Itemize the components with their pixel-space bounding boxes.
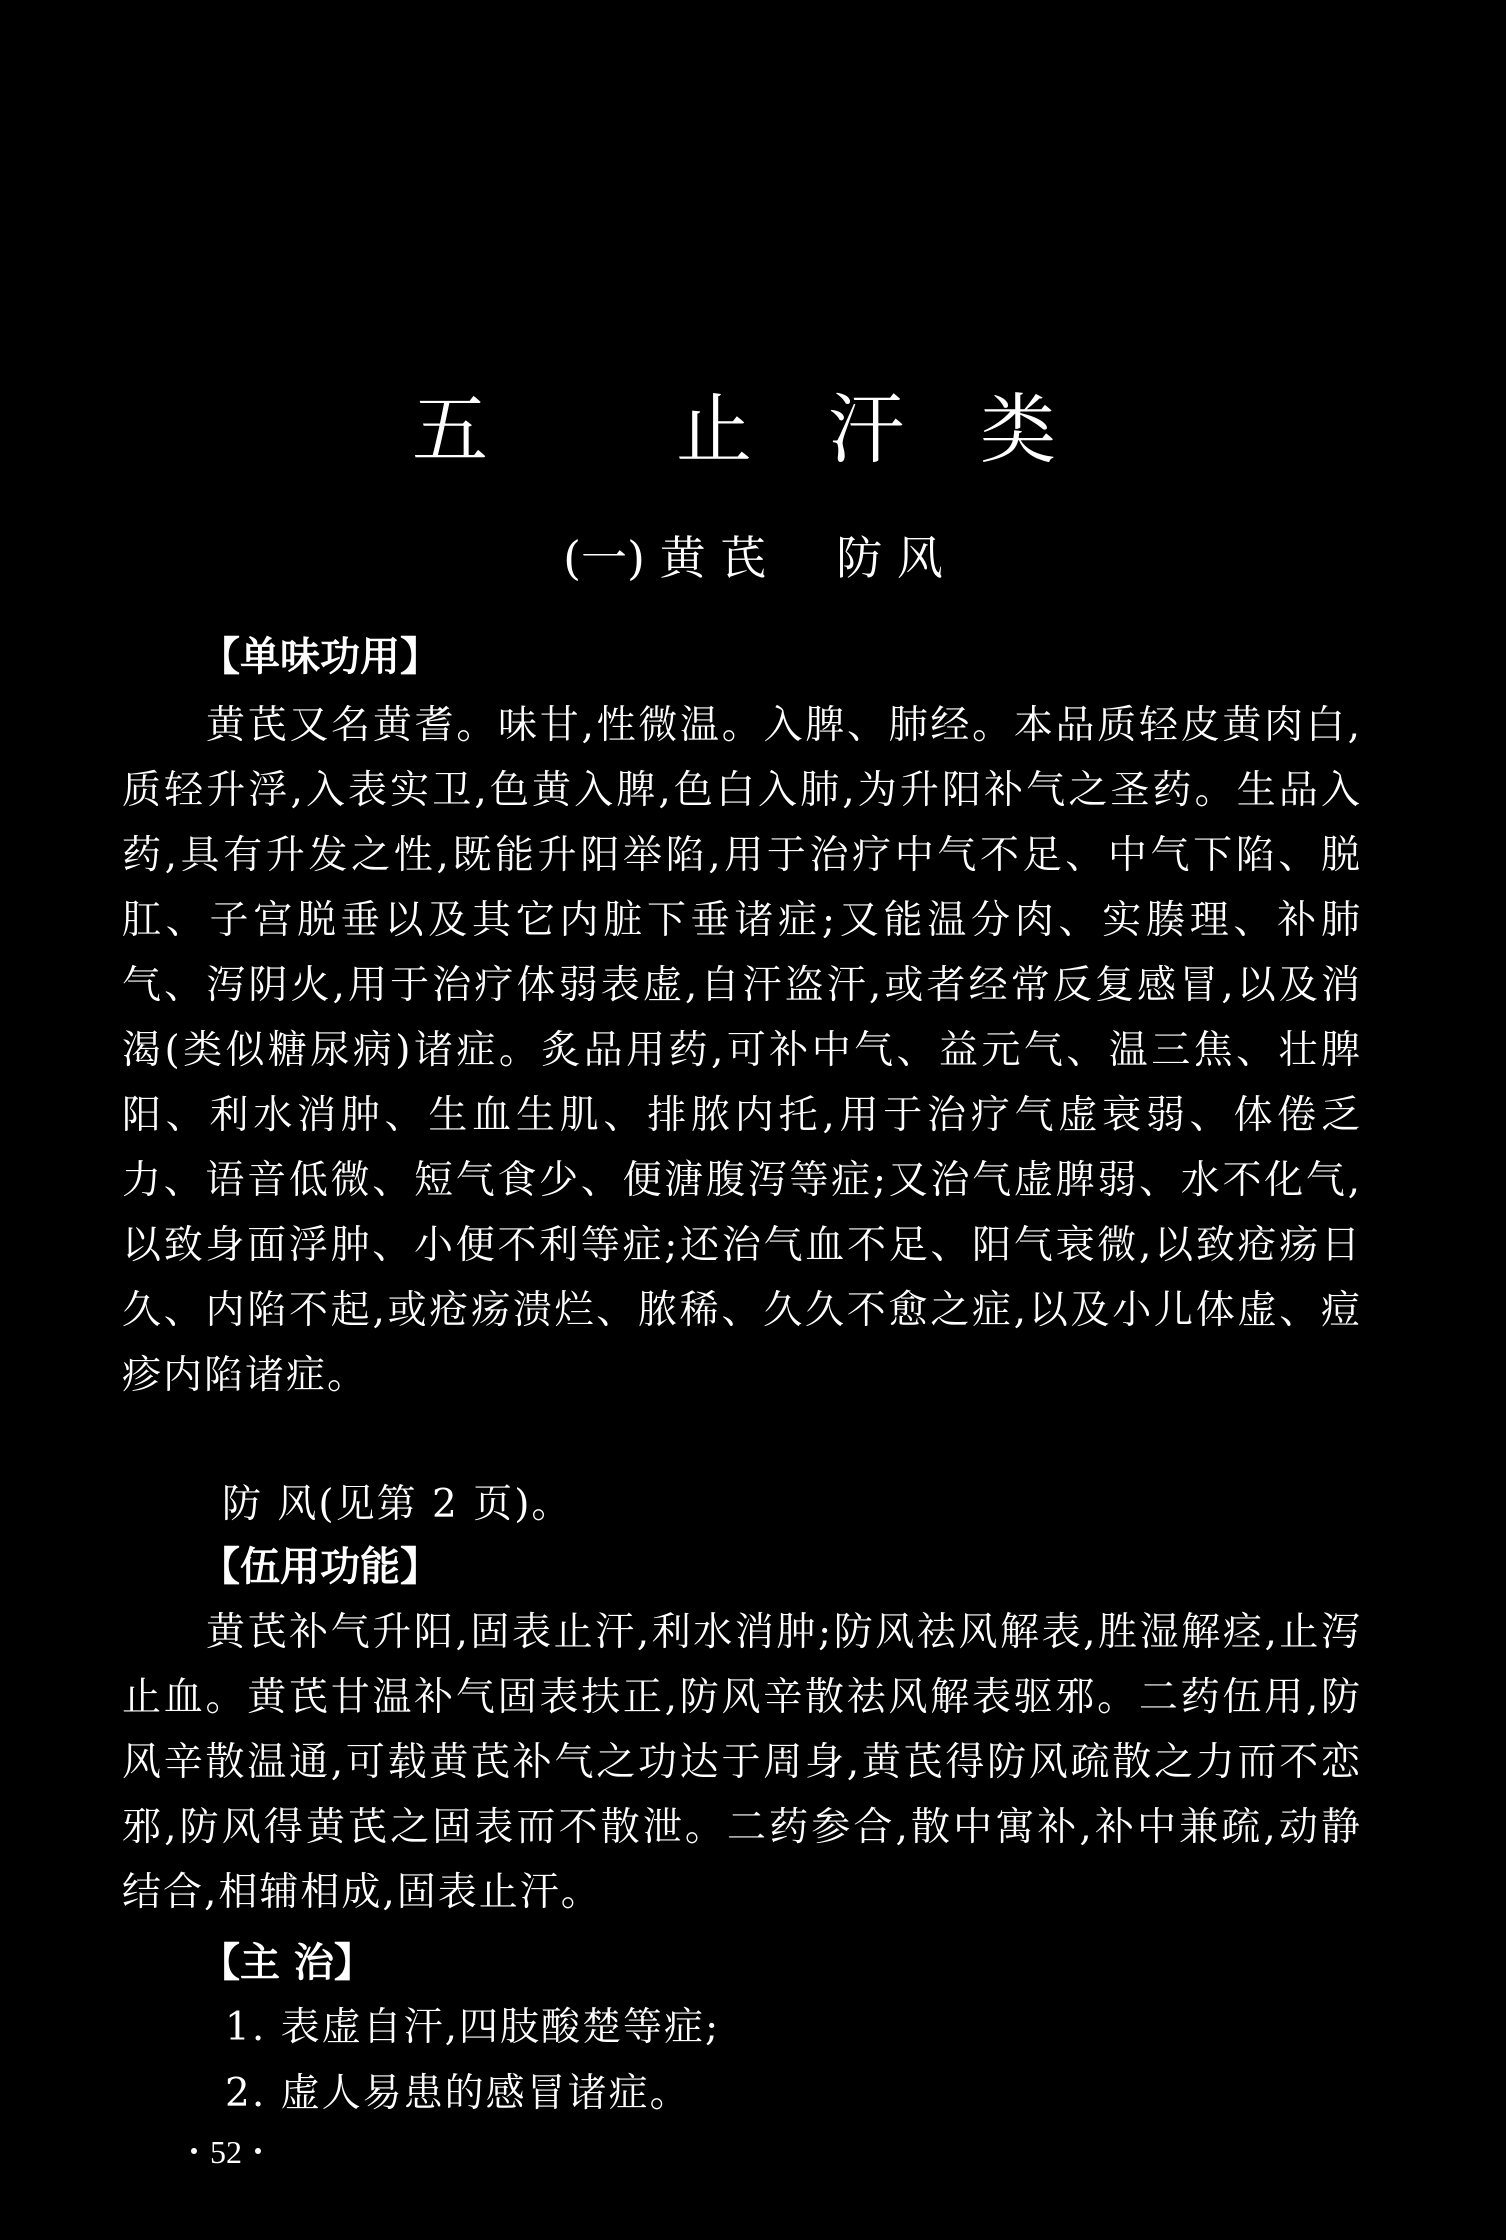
chapter-title (0, 385, 1506, 475)
chapter-title-char: 汗 (828, 385, 904, 474)
indication-item: 2. 虚人易患的感冒诸症。 (225, 2071, 691, 2116)
indication-item: 1. 表虚自汗,四肢酸楚等症; (225, 2005, 721, 2050)
page-number: ・52・ (178, 2134, 275, 2170)
single-function-heading: 【单味功用】 (200, 634, 440, 680)
section-herb-1: 黄 芪 (659, 531, 767, 585)
single-function-paragraph: 黄芪又名黄耆。味甘,性微温。入脾、肺经。本品质轻皮黄肉白,质轻升浮,入表实卫,色黄入脾,色白入肺,为升阳补气之圣药。生品入药,具有升发之性,既能升阳举陷,用于治疗中气不足、中气下陷、脱肛、子宫脱垂以及其它内脏下垂诸症;又能温分肉、实腠理、补肺气、泻阴火,用于治疗体弱表虚,自汗盗汗,或者经常反复感冒,以及消渴(类似糖尿病)诸症。炙品用药,可补中气、益元气、温三焦、壮脾阳、利水消肿、生血生肌、排脓内托,用于治疗气虚衰弱、体倦乏力、语音低微、短气食少、便溏腹泻等症;又治气虚脾弱、水不化气,以致身面浮肿、小便不利等症;还治气血不足、阳气衰微,以致疮疡日久、内陷不起,或疮疡溃烂、脓稀、久久不愈之症,以及小儿体虚、痘疹内陷诸症。 (122, 703, 1362, 1398)
section-label: (一) 黄 芪 (563, 531, 767, 585)
fangfeng-note: 防 风(见第 2 页)。 (222, 1482, 573, 1527)
chapter-number: 五 (412, 385, 488, 474)
combined-function-heading: 【伍用功能】 (200, 1544, 440, 1590)
combined-function-paragraph: 黄芪补气升阳,固表止汗,利水消肿;防风祛风解表,胜湿解痉,止泻止血。黄芪甘温补气固表扶正,防风辛散祛风解表驱邪。二药伍用,防风辛散温通,可载黄芪补气之功达于周身,黄芪得防风疏散之力而不恋邪,防风得黄芪之固表而不散泄。二药参合,散中寓补,补中兼疏,动静结合,相辅相成,固表止汗。 (122, 1610, 1362, 1915)
section-title (0, 528, 1506, 588)
indications-heading: 【主 治】 (200, 1940, 374, 1986)
chapter-title-char: 类 (980, 385, 1056, 474)
chapter-title-char: 止 (676, 385, 752, 474)
section-herb-2: 防 风 (836, 531, 943, 585)
